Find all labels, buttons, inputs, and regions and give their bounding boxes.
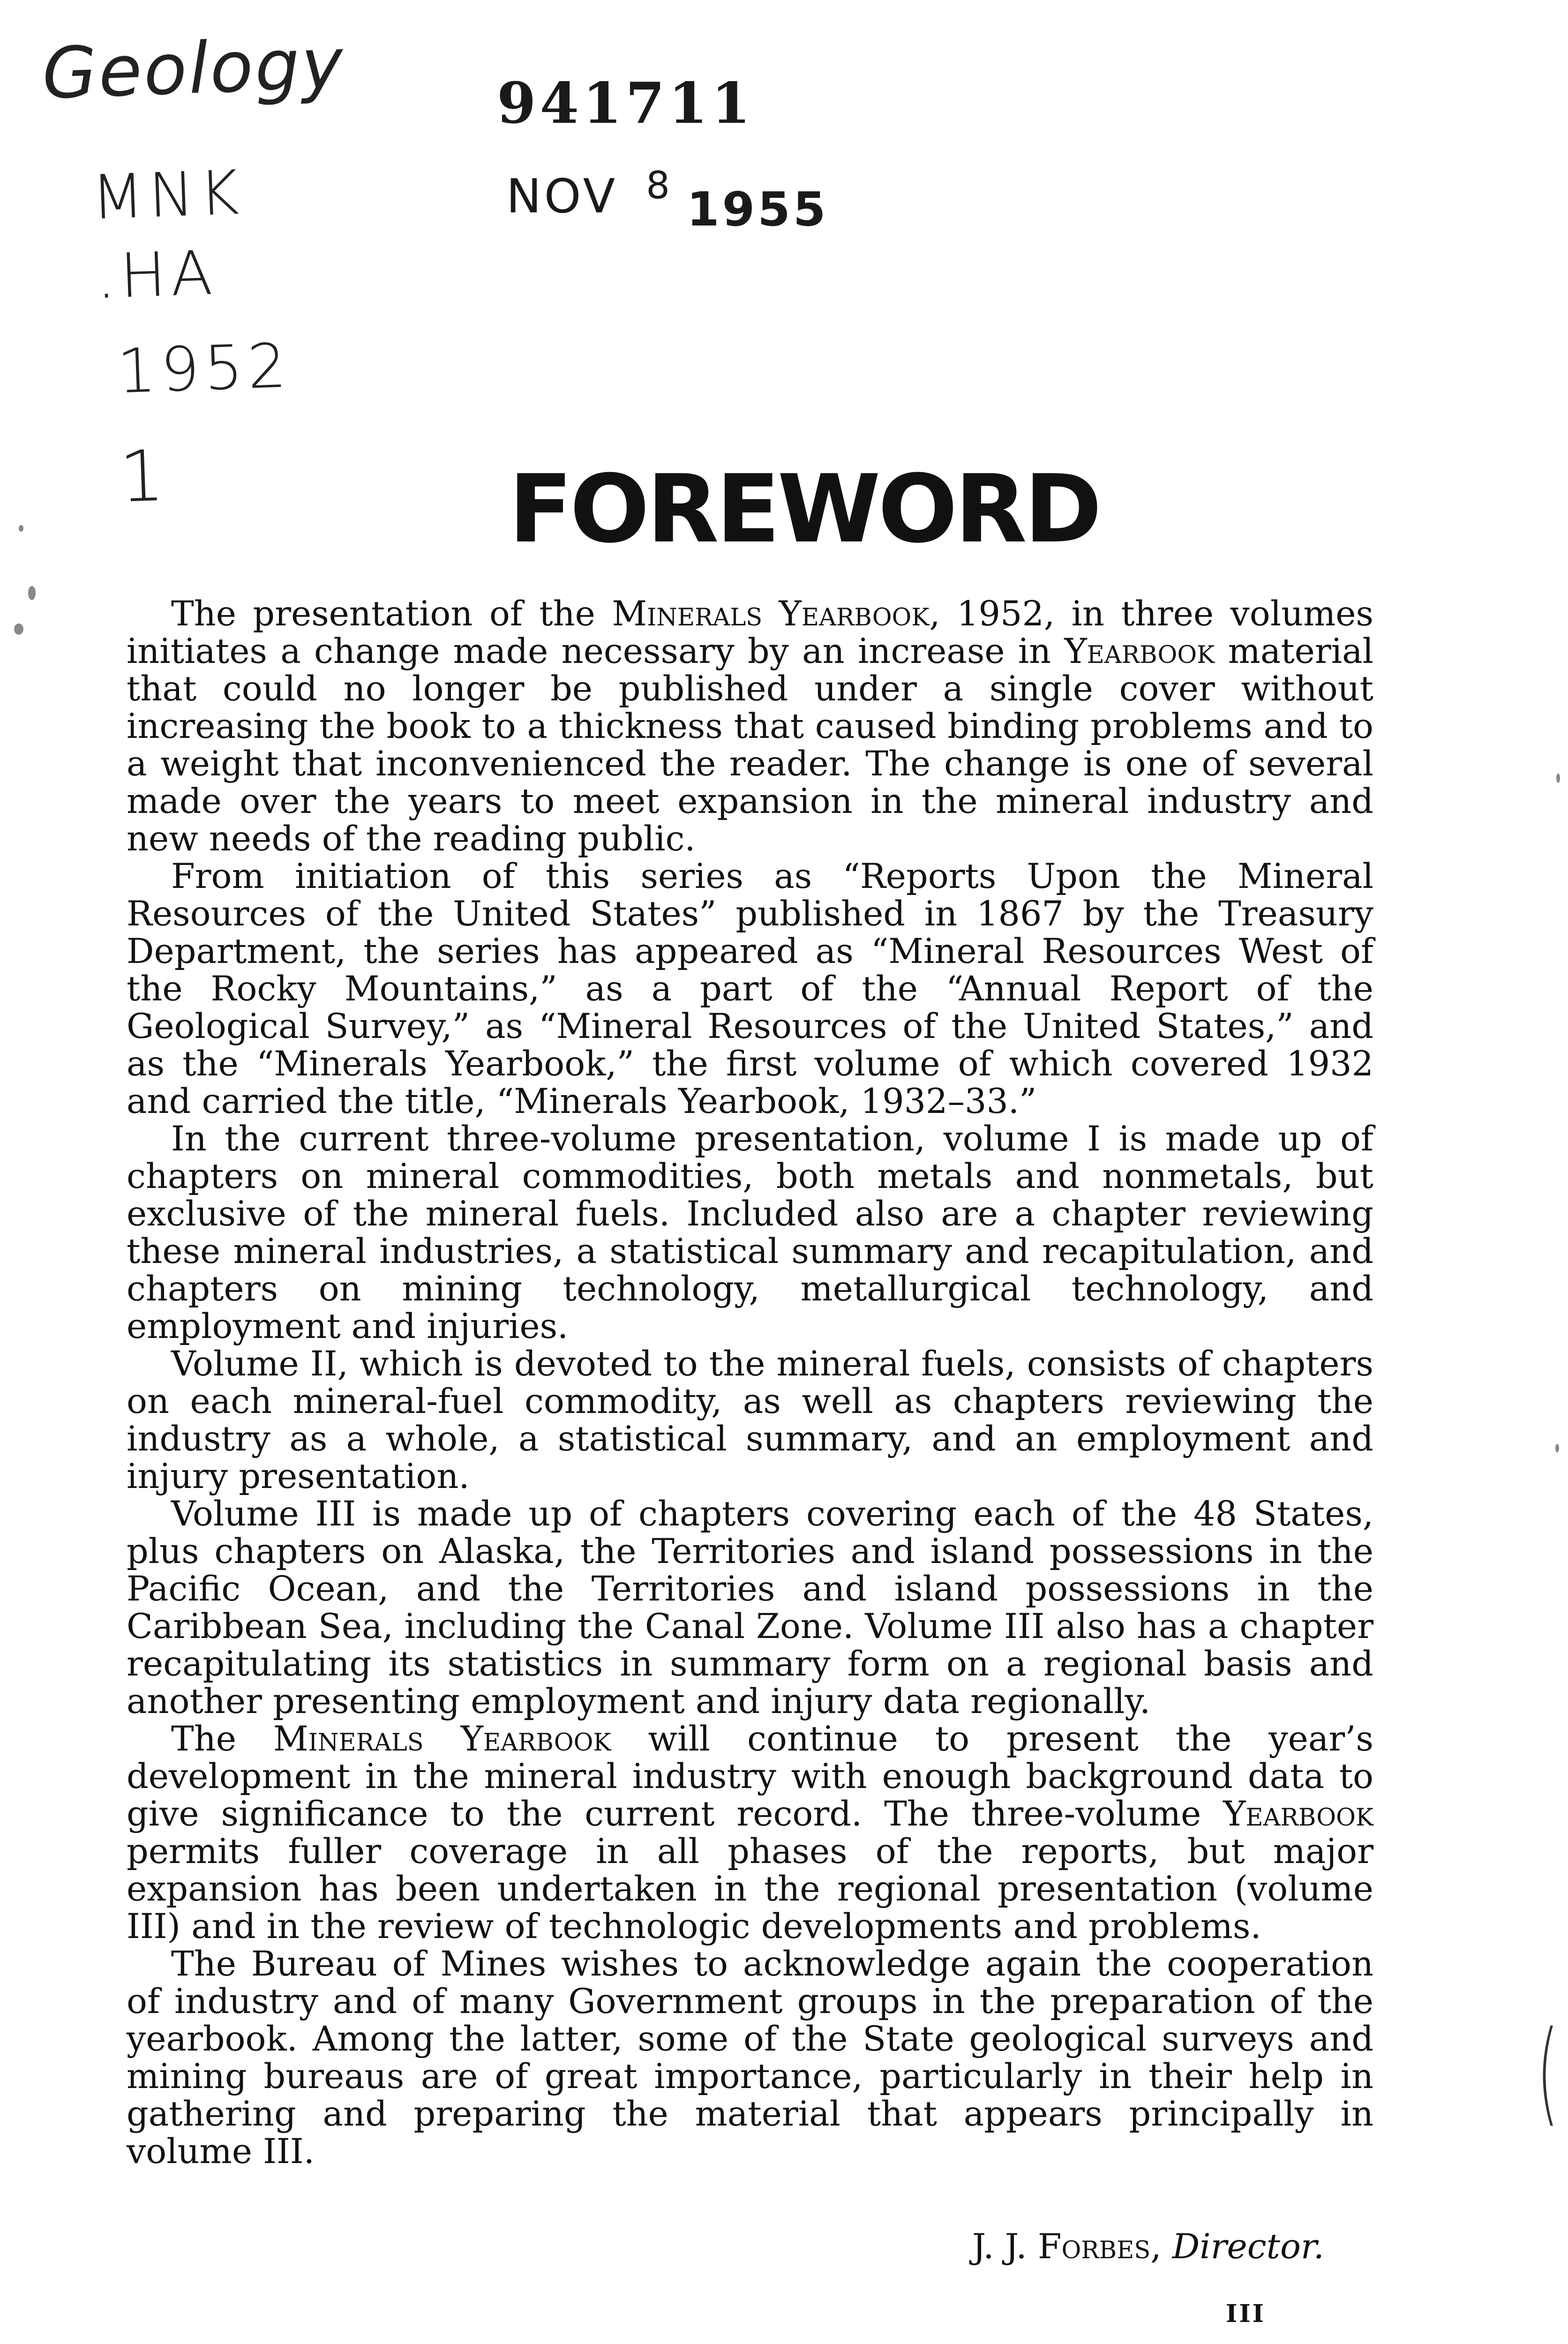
marginalia-geology: Geology	[41, 23, 346, 115]
scan-speck	[1555, 1444, 1559, 1452]
scan-speck	[19, 525, 23, 532]
p1-text-end: material that could no longer be published under a single cover without increasing the book to a thickness that caused binding problems and to a weight that inconvenienced the reader. The change is one of several made over the years to meet expansion in the mineral industry and new needs of the reading public.	[127, 631, 1373, 859]
marginalia-call-number: MNK	[90, 157, 245, 233]
date-stamp-year: 1955	[687, 182, 829, 237]
marginalia-call-suffix: .HA	[95, 237, 218, 313]
p1-yearbook-title: Minerals Yearbook	[612, 594, 930, 634]
margin-bracket-mark: (	[1537, 2006, 1559, 2138]
page-title: FOREWORD	[509, 455, 1099, 564]
accession-number-stamp: 941711	[497, 70, 754, 136]
p6-text-start: The	[171, 1719, 273, 1759]
marginalia-year: 1952	[116, 330, 293, 407]
p6-yearbook-word: Yearbook	[1223, 1794, 1373, 1834]
p6-yearbook-title: Minerals Yearbook	[273, 1719, 611, 1759]
p1-text-middle: , 1952, in three volumes initiates a change made necessary by an increase in	[127, 594, 1373, 671]
p6-text-middle: will continue to present the year’s development in the mineral industry with enough background data to give significance to the current record. The three-volume	[127, 1719, 1373, 1834]
scan-speck	[1556, 774, 1560, 783]
paragraph-7: The Bureau of Mines wishes to acknowledge again the cooperation of industry and of many Government groups in the preparation of the yearbook. Among the latter, some of the State geological surveys and mining bureaus are of great importance, particularly in their help in gathering and preparing the material that appears principally in volume III.	[127, 1944, 1373, 2171]
p1-text-start: The presentation of the	[171, 594, 612, 634]
marginalia-volume: 1	[118, 435, 171, 518]
page-number: III	[1226, 2299, 1266, 2328]
foreword-body	[127, 595, 1373, 2171]
p1-yearbook-word: Yearbook	[1064, 631, 1215, 671]
signature-title: Director.	[1172, 2227, 1324, 2267]
date-received-stamp	[506, 164, 829, 237]
paragraph-1	[127, 595, 1373, 858]
paragraph-4: Volume II, which is devoted to the mineral fuels, consists of chapters on each mineral-fuel commodity, as well as chapters reviewing the industry as a whole, a statistical summary, and an employment and injury presentation.	[127, 1344, 1373, 1496]
paragraph-2: From initiation of this series as “Reports Upon the Mineral Resources of the United States” published in 1867 by the Treasury Department, the series has appeared as “Mineral Resources West of the Rocky Mountains,” as a part of the “Annual Report of the Geological Survey,” as “Mineral Resources of the United States,” and as the “Minerals Yearbook,” the first volume of which covered 1932 and carried the title, “Minerals Yearbook, 1932–33.”	[127, 856, 1373, 1121]
paragraph-5: Volume III is made up of chapters covering each of the 48 States, plus chapters on Alaska, the Territories and island possessions in the Pacific Ocean, and the Territories and island possessions in the Caribbean Sea, including the Canal Zone. Volume III also has a chapter recapitulating its statistics in summary form on a regional basis and another presenting employment and injury data regionally.	[127, 1494, 1373, 1721]
signature-name: J. J. Forbes	[972, 2227, 1151, 2267]
scan-speck	[28, 586, 36, 600]
date-stamp-month: NOV	[506, 169, 618, 224]
p6-text-end: permits fuller coverage in all phases of the reports, but major expansion has been undertaken in the regional presentation (volume III) and in the review of technologic developments and problems.	[127, 1832, 1373, 1946]
paragraph-3: In the current three-volume presentation, volume I is made up of chapters on mineral commodities, both metals and nonmetals, but exclusive of the mineral fuels. Included also are a chapter reviewing these mineral industries, a statistical summary and recapitulation, and chapters on mining technology, metallurgical technology, and employment and injuries.	[127, 1119, 1373, 1346]
scan-speck	[14, 624, 23, 635]
date-stamp-day: 8	[646, 164, 673, 207]
paragraph-6	[127, 1720, 1373, 1946]
signature: J. J. Forbes, Director.	[972, 2227, 1324, 2267]
